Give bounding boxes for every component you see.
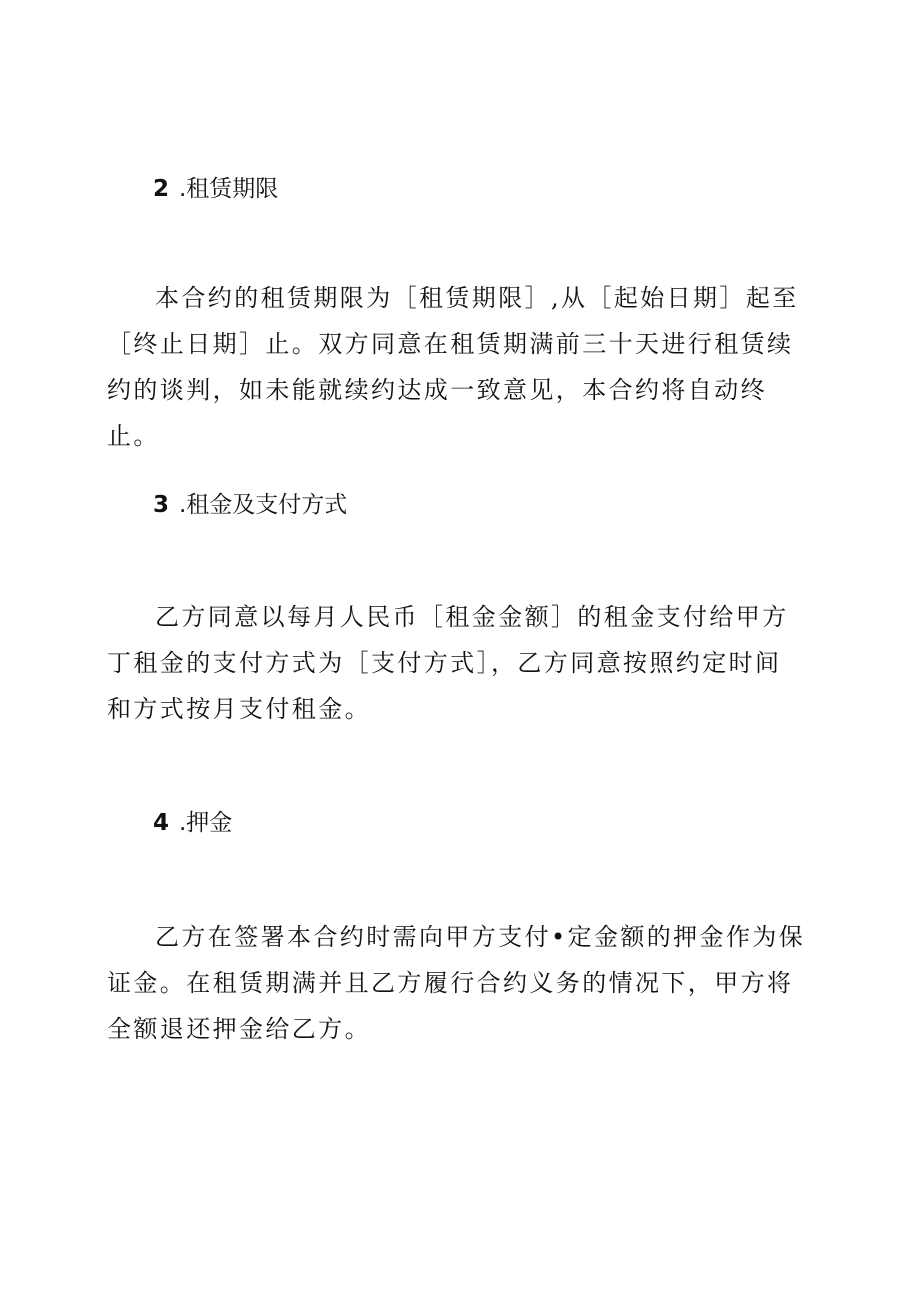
section-title: .租赁期限 [179, 176, 279, 202]
section-title: .押金 [179, 810, 233, 836]
section-number: 3 [153, 492, 170, 518]
section-number: 4 [153, 810, 170, 836]
section-number: 2 [153, 176, 170, 202]
section-heading-deposit [153, 808, 232, 838]
section-heading-rent-payment [153, 490, 347, 520]
section-body-deposit: 乙方在签署本合约时需向甲方支付•定金额的押金作为保证金。在租赁期满并且乙方履行合约义务的情况下，甲方将全额退还押金给乙方。 [107, 923, 806, 1043]
section-title: .租金及支付方式 [179, 492, 348, 518]
section-heading-lease-term [153, 174, 278, 204]
section-body-lease-term: 本合约的租赁期限为［租赁期限］,从［起始日期］起至［终止日期］止。双方同意在租赁期满前三十天进行租赁续约的谈判，如未能就续约达成一致意见，本合约将自动终止。 [107, 284, 799, 450]
section-body-rent-payment: 乙方同意以每月人民币［租金金额］的租金支付给甲方丁租金的支付方式为［支付方式］，乙方同意按照约定时间和方式按月支付租金。 [107, 603, 789, 723]
